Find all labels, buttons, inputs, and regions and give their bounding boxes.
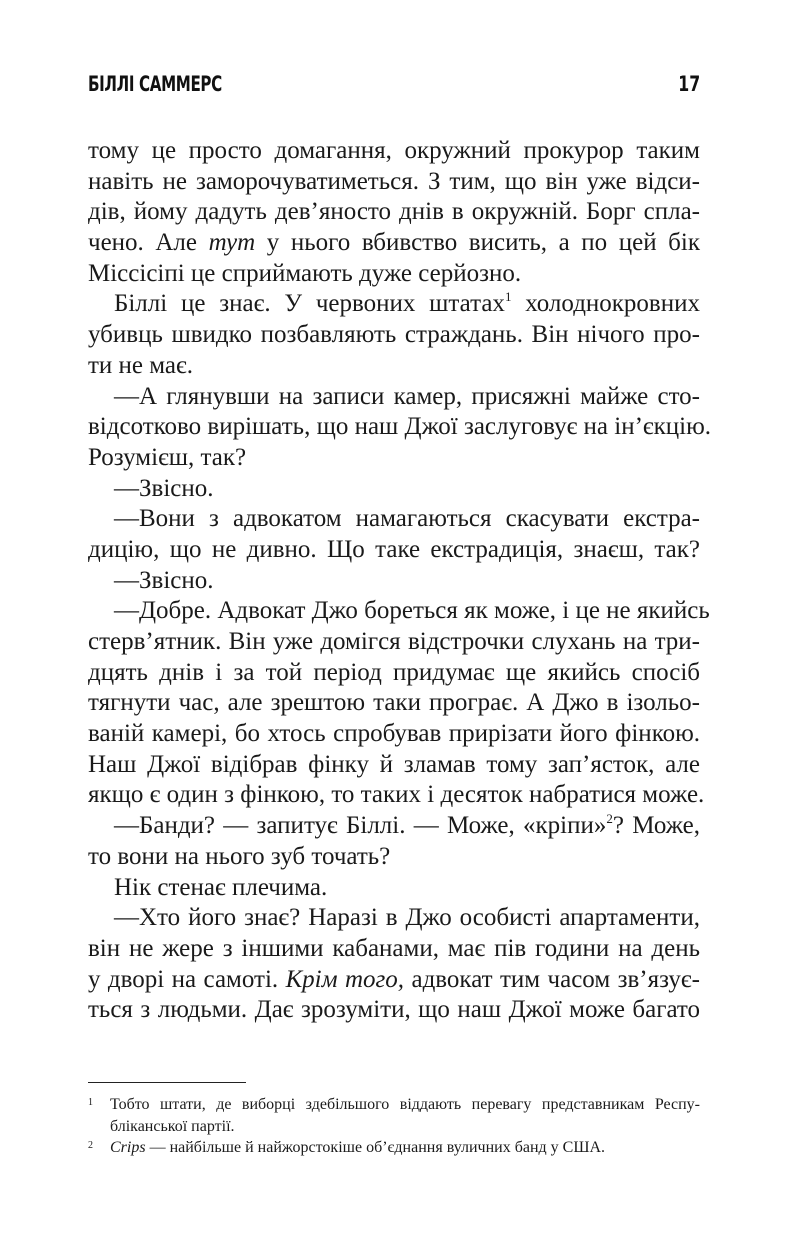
- text-line: [88, 535, 700, 566]
- footnote-reference: 2: [606, 811, 613, 827]
- text-line: [88, 351, 700, 382]
- line-text: дів, йому дадуть дев’яносто днів в окружній. Борг спла-: [88, 198, 700, 226]
- line-text: то вони на нього зуб точать?: [88, 842, 391, 870]
- line-text: — найбільше й найжорстокіше об’єднання вуличних банд у США.: [145, 1139, 606, 1156]
- line-text: ? Може,: [612, 812, 701, 840]
- text-line: [88, 995, 700, 1026]
- footnote-reference: 1: [504, 289, 512, 305]
- running-title: БІЛЛІ САММЕРС: [88, 72, 222, 96]
- text-line: [88, 320, 700, 351]
- italic-emphasis: тут: [208, 229, 256, 257]
- footnote-mark: 1: [88, 1097, 93, 1108]
- text-line: [88, 289, 700, 320]
- text-line: [88, 382, 700, 413]
- line-text: дцять днів і за той період придумає ще якийсь спосіб: [88, 658, 700, 686]
- line-text: Біллі це знає. У червоних штатах: [114, 290, 505, 318]
- line-text: —Вони з адвокатом намагаються скасувати екстра-: [114, 505, 700, 533]
- footnote-separator: [88, 1082, 246, 1083]
- body-text: [88, 136, 712, 1026]
- line-text: Нік стенає плечима.: [114, 873, 328, 901]
- text-line: [88, 688, 700, 719]
- line-text: тягнути час, але зрештою таки програє. А Джо в ізольо-: [88, 689, 700, 717]
- text-line: [88, 719, 700, 750]
- text-line: [88, 965, 700, 996]
- line-text: ти не має.: [88, 351, 194, 379]
- line-text: —Звісно.: [114, 566, 214, 594]
- line-text: навіть не заморочуватиметься. З тим, що він уже відси-: [88, 167, 700, 195]
- line-text: дицію, що не дивно. Що таке екстрадиція, знаєш, так?: [88, 535, 700, 563]
- footnotes: [88, 1094, 700, 1159]
- text-line: [88, 903, 700, 934]
- text-line: [88, 842, 700, 873]
- footnote: [88, 1094, 700, 1137]
- line-text: Розумієш, так?: [88, 443, 247, 471]
- line-text: убивць швидко позбавляють страждань. Він нічого про-: [88, 321, 700, 349]
- text-line: [88, 443, 700, 474]
- line-text: адвокат тим часом зв’язує-: [404, 965, 700, 993]
- text-line: [88, 750, 700, 781]
- text-line: [88, 780, 705, 811]
- line-text: тому це просто домагання, окружний прокурор таким: [88, 137, 700, 164]
- text-line: [110, 1116, 700, 1138]
- footnote-mark: 2: [88, 1140, 93, 1151]
- text-line: [88, 811, 700, 842]
- text-line: [88, 474, 700, 505]
- text-line: [88, 197, 700, 228]
- line-text: він не жере з іншими кабанами, має пів години на день: [88, 934, 700, 962]
- line-text: чено. Але: [88, 229, 209, 257]
- line-text: у нього вбивство висить, а по цей бік: [255, 229, 700, 257]
- line-text: відсотково вирішать, що наш Джої заслуговує на ін’єкцію.: [88, 413, 712, 441]
- line-text: —Хто його знає? Наразі в Джо особисті апартаменти,: [114, 904, 700, 932]
- text-line: [88, 259, 700, 290]
- text-line: [88, 412, 712, 443]
- footnote: [88, 1137, 700, 1159]
- line-text: —А глянувши на записи камер, присяжні майже сто-: [114, 382, 700, 410]
- text-line: [88, 658, 700, 689]
- line-text: Тобто штати, де виборці здебільшого віддають перевагу представникам Респу-: [110, 1096, 700, 1113]
- text-line: [110, 1137, 700, 1159]
- line-text: ваній камері, бо хтось спробував прирізати його фінкою.: [88, 720, 700, 748]
- text-line: [88, 167, 700, 198]
- text-line: [88, 627, 700, 658]
- page-number: 17: [678, 72, 700, 96]
- text-line: [88, 566, 700, 597]
- line-text: —Банди? — запитує Біллі. — Може, «кріпи»: [114, 812, 607, 840]
- text-line: [110, 1094, 700, 1116]
- text-line: [88, 136, 700, 167]
- line-text: ться з людьми. Дає зрозуміти, що наш Джої може багато: [88, 996, 700, 1024]
- line-text: —Добре. Адвокат Джо бореться як може, і це не якийсь: [114, 597, 710, 625]
- running-head: [88, 72, 700, 104]
- line-text: холоднокровних: [511, 290, 700, 318]
- line-text: Міссісіпі це сприймають дуже серйозно.: [88, 259, 522, 287]
- line-text: у дворі на самоті.: [88, 965, 286, 993]
- line-text: стерв’ятник. Він уже домігся відстрочки слухань на три-: [88, 628, 700, 655]
- text-line: [88, 873, 700, 904]
- line-text: Наш Джої відібрав фінку й зламав тому зап’ясток, але: [88, 750, 700, 778]
- italic-emphasis: Crips: [110, 1139, 146, 1156]
- italic-emphasis: Крім того,: [285, 965, 405, 993]
- text-line: [88, 504, 700, 535]
- line-text: якщо є один з фінкою, то таких і десяток набратися може.: [88, 781, 705, 809]
- line-text: —Звісно.: [114, 474, 214, 502]
- text-line: [88, 228, 700, 259]
- text-line: [88, 934, 700, 965]
- text-line: [88, 596, 710, 627]
- line-text: бліканської партії.: [110, 1117, 235, 1135]
